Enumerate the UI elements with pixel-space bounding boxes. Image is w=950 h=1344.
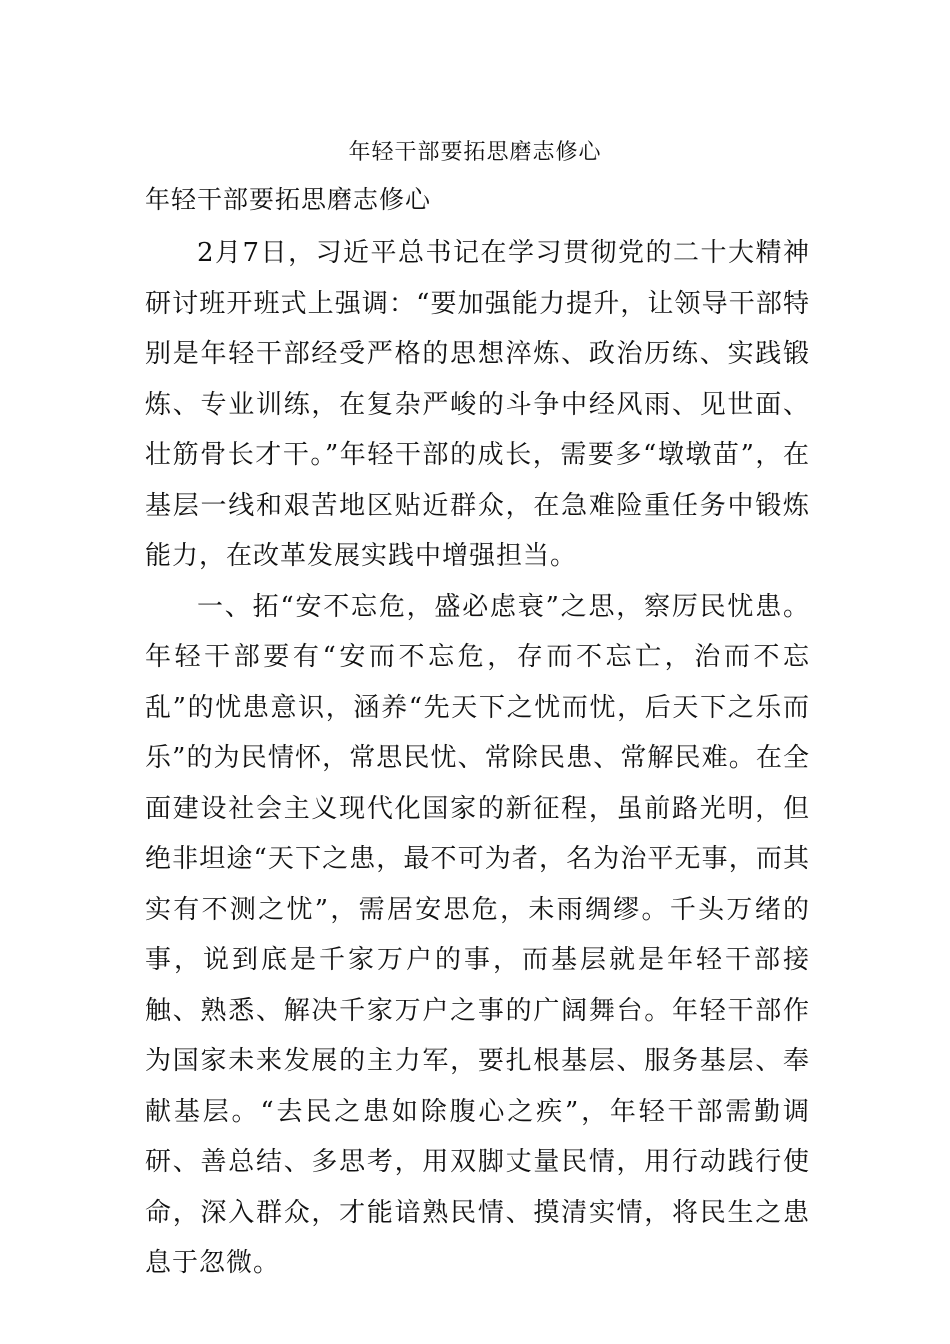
document-body xyxy=(145,228,810,1289)
document-title: 年轻干部要拓思磨志修心 xyxy=(348,140,602,165)
paragraph-section-one: 一、拓“安不忘危，盛必虑衰”之思，察厉民忧患。年轻干部要有“安而不忘危，存而不忘亡，治而不忘乱”的忧患意识，涵养“先天下之忧而忧，后天下之乐而乐”的为民情怀，常思民忧、常除民患、常解民难。在全面建设社会主义现代化国家的新征程，虽前路光明，但绝非坦途“天下之患，最不可为者，名为治平无事，而其实有不测之忧”，需居安思危，未雨绸缪。千头万绪的事，说到底是千家万户的事，而基层就是年轻干部接触、熟悉、解决千家万户之事的广阔舞台。年轻干部作为国家未来发展的主力军，要扎根基层、服务基层、奉献基层。“去民之患如除腹心之疾”，年轻干部需勤调研、善总结、多思考，用双脚丈量民情，用行动践行使命，深入群众，才能谙熟民情、摸清实情，将民生之患息于忽微。 xyxy=(145,591,810,1278)
paragraph-intro: 2月7日，习近平总书记在学习贯彻党的二十大精神研讨班开班式上强调：“要加强能力提升，让领导干部特别是年轻干部经受严格的思想淬炼、政治历练、实践锻炼、专业训练，在复杂严峻的斗争中经风雨、见世面、壮筋骨长才干。”年轻干部的成长，需要多“墩墩苗”，在基层一线和艰苦地区贴近群众，在急难险重任务中锻炼能力，在改革发展实践中增强担当。 xyxy=(145,238,810,571)
document-subtitle: 年轻干部要拓思磨志修心 xyxy=(145,185,432,214)
